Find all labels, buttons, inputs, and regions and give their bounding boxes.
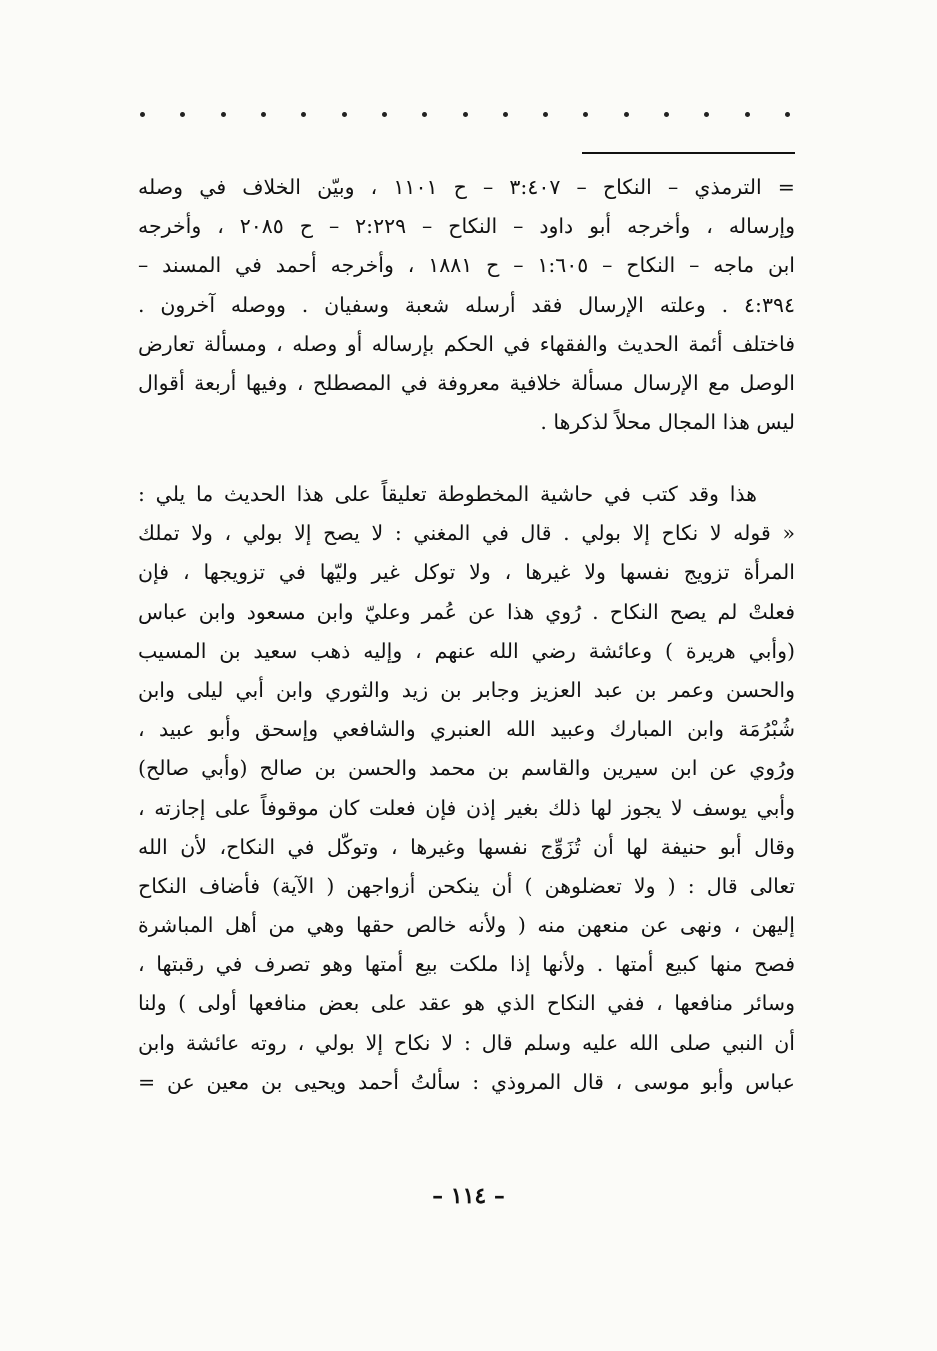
footnote-line: وإرساله ، وأخرجه أبو داود – النكاح – ٢:٢٢٩ – ح ٢٠٨٥ ، وأخرجه xyxy=(138,214,795,239)
page-number: – ١١٤ – xyxy=(432,1183,505,1209)
ornamental-dot-row xyxy=(140,112,790,117)
footnote-line: = الترمذي – النكاح – ٣:٤٠٧ – ح ١١٠١ ، وبيّن الخلاف في وصله xyxy=(138,175,795,199)
main-text-block xyxy=(138,475,795,1102)
ornament-dot xyxy=(180,112,185,117)
main-text-line: فصح منها كبيع أمتها . ولأنها إذا ملكت بيع أمتها وهو تصرف في رقبتها ، xyxy=(138,952,795,977)
ornament-dot xyxy=(261,112,266,117)
ornament-dot xyxy=(664,112,669,117)
footnote-line: ٤:٣٩٤ . وعلته الإرسال فقد أرسله شعبة وسفيان . ووصله آخرون . xyxy=(138,292,795,317)
main-text-line: عباس وأبو موسى ، قال المروذي : سألتُ أحمد ويحيى بن معين عن = xyxy=(138,1069,795,1094)
main-text-line: إليهن ، ونهى عن منعهن منه ( ولأنه خالص حقها وهي من أهل المباشرة xyxy=(138,913,795,938)
main-text-line: وسائر منافعها ، ففي النكاح الذي هو عقد على بعض منافعها أولى ) ولنا xyxy=(138,991,795,1016)
ornament-dot xyxy=(140,112,145,117)
ornament-dot xyxy=(543,112,548,117)
main-text-line: وقال أبو حنيفة لها أن تُزَوِّج نفسها وغيرها ، وتوكّل في النكاح، لأن الله xyxy=(138,834,795,859)
main-text-line: فعلتْ لم يصح النكاح . رُوي هذا عن عُمر وعليّ وابن مسعود وابن عباس xyxy=(138,599,795,624)
main-text-line: (وأبي هريرة ) وعائشة رضي الله عنهم ، وإليه ذهب سعيد بن المسيب xyxy=(138,638,795,663)
footnote-line: ليس هذا المجال محلاً لذكرها . xyxy=(540,410,795,435)
ornament-dot xyxy=(422,112,427,117)
ornament-dot xyxy=(382,112,387,117)
ornament-dot xyxy=(221,112,226,117)
main-text-line: « قوله لا نكاح إلا بولي . قال في المغني : لا يصح إلا بولي ، ولا تملك xyxy=(138,521,795,546)
footnote-line: الوصل مع الإرسال مسألة خلافية معروفة في المصطلح ، وفيها أربعة أقوال xyxy=(138,370,795,395)
ornament-dot xyxy=(342,112,347,117)
main-text-line: تعالى قال : ( ولا تعضلوهن ) أن ينكحن أزواجهن ( الآية) فأضاف النكاح xyxy=(138,873,795,898)
main-text-line: المرأة تزويج نفسها ولا غيرها ، ولا توكل غير وليّها في تزويجها ، فإن xyxy=(138,560,795,585)
ornament-dot xyxy=(301,112,306,117)
ornament-dot xyxy=(785,112,790,117)
ornament-dot xyxy=(583,112,588,117)
ornament-dot xyxy=(704,112,709,117)
ornament-dot xyxy=(745,112,750,117)
footnote-block xyxy=(138,168,795,442)
main-text-line: هذا وقد كتب في حاشية المخطوطة تعليقاً على هذا الحديث ما يلي : xyxy=(138,482,757,506)
ornament-dot xyxy=(624,112,629,117)
footnote-separator-rule xyxy=(582,152,795,154)
main-text-line: والحسن وعمر بن عبد العزيز وجابر بن زيد والثوري وابن أبي ليلى وابن xyxy=(138,677,795,702)
main-text-line: شُبْرُمَة وابن المبارك وعبيد الله العنبري والشافعي وإسحق وأبو عبيد ، xyxy=(138,717,795,742)
footnote-line: فاختلف أئمة الحديث والفقهاء في الحكم بإرساله أو وصله ، ومسألة تعارض xyxy=(138,331,795,356)
ornament-dot xyxy=(463,112,468,117)
main-text-line: أن النبي صلى الله عليه وسلم قال : لا نكاح إلا بولي ، روته عائشة وابن xyxy=(138,1030,795,1055)
ornament-dot xyxy=(503,112,508,117)
main-text-line: وأبي يوسف لا يجوز لها ذلك بغير إذن فإن فعلت كان موقوفاً على إجازته ، xyxy=(138,795,795,820)
main-text-line: ورُوي عن ابن سيرين والقاسم بن محمد والحسن بن صالح (وأبي صالح) xyxy=(138,756,795,781)
footnote-line: ابن ماجه – النكاح – ١:٦٠٥ – ح ١٨٨١ ، وأخرجه أحمد في المسند – xyxy=(138,253,795,278)
